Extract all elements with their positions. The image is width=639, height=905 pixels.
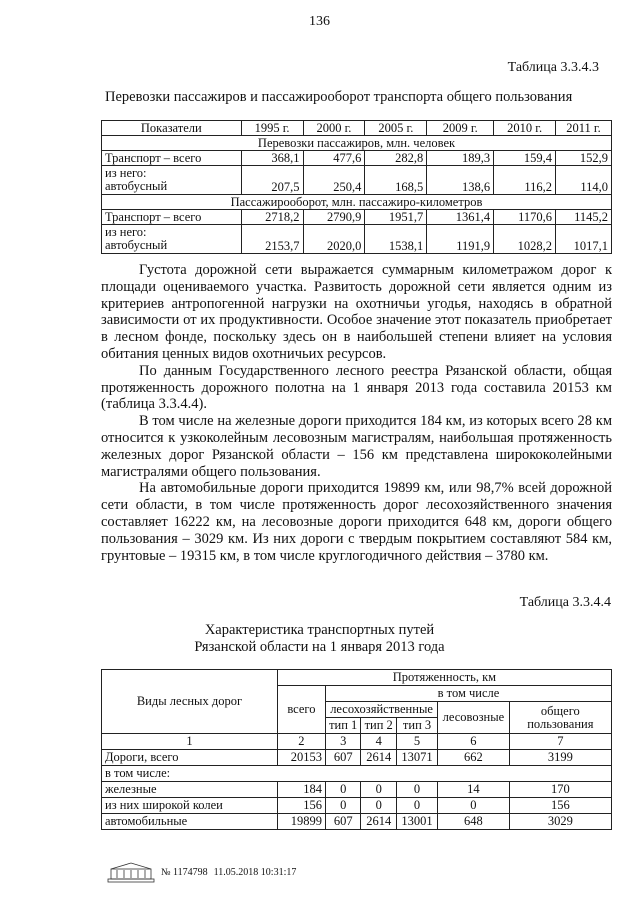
- header-cell: лесовозные: [438, 702, 510, 734]
- cell: 13001: [396, 814, 437, 830]
- table-header-row: [102, 670, 612, 686]
- cell: 2153,7: [241, 225, 303, 254]
- cell: 2718,2: [241, 210, 303, 225]
- table-header-row: [102, 121, 612, 136]
- header-cell: в том числе: [325, 686, 611, 702]
- column-number-row: [102, 734, 612, 750]
- row-label: Транспорт – всего: [102, 151, 242, 166]
- building-emblem-icon: [107, 861, 155, 883]
- row-label: в том числе:: [102, 766, 612, 782]
- cell: 0: [396, 782, 437, 798]
- section-row: [102, 136, 612, 151]
- row-label: железные: [102, 782, 278, 798]
- section-row: [102, 195, 612, 210]
- row-label: из них широкой колеи: [102, 798, 278, 814]
- row-label-prefix: из него:: [105, 225, 147, 239]
- header-cell: тип 3: [396, 718, 437, 734]
- row-label: [102, 225, 242, 254]
- cell: 1538,1: [365, 225, 427, 254]
- header-cell: Виды лесных дорог: [102, 670, 278, 734]
- cell: 3029: [509, 814, 611, 830]
- column-number: 6: [438, 734, 510, 750]
- cell: 250,4: [303, 166, 365, 195]
- row-label: Транспорт – всего: [102, 210, 242, 225]
- table-row: [102, 750, 612, 766]
- table-row: [102, 798, 612, 814]
- section-title: Пассажирооборот, млн. пассажиро-километров: [102, 195, 612, 210]
- cell: 0: [325, 798, 361, 814]
- table-row: [102, 151, 612, 166]
- table-label: Таблица 3.3.4.4: [519, 595, 611, 610]
- header-cell: Показатели: [102, 121, 242, 136]
- paragraph: В том числе на железные дороги приходится 184 км, из которых всего 28 км относится к узкоколейным лесовозным магистралям, наибольшая протяженность железных дорог Рязанской области – 156 км представлена ширококолейными магистралями общего пользования.: [101, 413, 612, 480]
- cell: 138,6: [427, 166, 494, 195]
- cell: 1145,2: [556, 210, 612, 225]
- header-cell: 2010 г.: [494, 121, 556, 136]
- page-number: 136: [309, 14, 330, 29]
- header-cell: 1995 г.: [241, 121, 303, 136]
- table-row: [102, 225, 612, 254]
- table-row: [102, 210, 612, 225]
- header-cell: лесохозяйственные: [325, 702, 437, 718]
- cell: 477,6: [303, 151, 365, 166]
- body-text: [101, 262, 612, 564]
- paragraph: Густота дорожной сети выражается суммарным километражом дорог к площади оцениваемого участка. Развитость дорожной сети является одним из критериев антропогенной нагрузки на охотничьи угодья, находясь в обратной зависимости от их продуктивности. Особое значение этот показатель приобретает в лесном фонде, поскольку здесь он в наибольшей степени влияет на условия обитания ценных видов охотничьих ресурсов.: [101, 262, 612, 362]
- row-label-main: автобусный: [105, 179, 168, 193]
- cell: 662: [438, 750, 510, 766]
- header-cell: 2011 г.: [556, 121, 612, 136]
- table-row: [102, 766, 612, 782]
- cell: 0: [325, 782, 361, 798]
- transport-routes-table: [101, 669, 612, 830]
- cell: 114,0: [556, 166, 612, 195]
- cell: 0: [438, 798, 510, 814]
- table-title: [0, 622, 639, 656]
- cell: 1028,2: [494, 225, 556, 254]
- header-cell: 2000 г.: [303, 121, 365, 136]
- cell: 116,2: [494, 166, 556, 195]
- cell: 156: [277, 798, 325, 814]
- column-number: 7: [509, 734, 611, 750]
- table-row: [102, 782, 612, 798]
- header-cell: 2009 г.: [427, 121, 494, 136]
- header-cell: тип 2: [361, 718, 397, 734]
- cell: 2614: [361, 750, 397, 766]
- cell: 607: [325, 750, 361, 766]
- cell: 170: [509, 782, 611, 798]
- table-title-line: Рязанской области на 1 января 2013 года: [194, 639, 445, 655]
- cell: 648: [438, 814, 510, 830]
- cell: 0: [396, 798, 437, 814]
- header-cell: Протяженность, км: [277, 670, 611, 686]
- cell: 152,9: [556, 151, 612, 166]
- cell: 282,8: [365, 151, 427, 166]
- row-label: [102, 166, 242, 195]
- header-cell: 2005 г.: [365, 121, 427, 136]
- cell: 19899: [277, 814, 325, 830]
- table-label: Таблица 3.3.4.3: [507, 60, 599, 75]
- cell: 3199: [509, 750, 611, 766]
- cell: 2790,9: [303, 210, 365, 225]
- cell: 189,3: [427, 151, 494, 166]
- column-number: 3: [325, 734, 361, 750]
- cell: 1017,1: [556, 225, 612, 254]
- passenger-transport-table: [101, 120, 612, 254]
- column-number: 2: [277, 734, 325, 750]
- row-label-prefix: из него:: [105, 166, 147, 180]
- cell: 1170,6: [494, 210, 556, 225]
- paragraph: По данным Государственного лесного реестра Рязанской области, общая протяженность дорожного полотна на 1 января 2013 года составила 20153 км (таблица 3.3.4.4).: [101, 362, 612, 413]
- document-footer: [107, 861, 296, 883]
- cell: 168,5: [365, 166, 427, 195]
- table-title: Перевозки пассажиров и пассажирооборот транспорта общего пользования: [105, 89, 573, 105]
- cell: 1951,7: [365, 210, 427, 225]
- cell: 2020,0: [303, 225, 365, 254]
- cell: 368,1: [241, 151, 303, 166]
- cell: 20153: [277, 750, 325, 766]
- document-timestamp: 11.05.2018 10:31:17: [213, 866, 297, 878]
- cell: 2614: [361, 814, 397, 830]
- cell: 156: [509, 798, 611, 814]
- section-title: Перевозки пассажиров, млн. человек: [102, 136, 612, 151]
- header-cell: всего: [277, 686, 325, 734]
- cell: 607: [325, 814, 361, 830]
- cell: 13071: [396, 750, 437, 766]
- row-label-main: автобусный: [105, 238, 168, 252]
- paragraph: На автомобильные дороги приходится 19899 км, или 98,7% всей дорожной сети области, в том числе протяженность дорог лесохозяйственного значения составляет 16222 км, на лесовозные дороги приходится 648 км, дороги общего пользования – 3029 км. Из них дороги с твердым покрытием составляют 584 км, грунтовые – 19315 км, в том числе круглогодичного действия – 3780 км.: [101, 480, 612, 564]
- header-cell: тип 1: [325, 718, 361, 734]
- table-row: [102, 814, 612, 830]
- column-number: 4: [361, 734, 397, 750]
- cell: 14: [438, 782, 510, 798]
- header-cell: общего пользования: [509, 702, 611, 734]
- table-row: [102, 166, 612, 195]
- cell: 184: [277, 782, 325, 798]
- table-title-line: Характеристика транспортных путей: [204, 622, 435, 638]
- cell: 207,5: [241, 166, 303, 195]
- cell: 0: [361, 798, 397, 814]
- row-label: Дороги, всего: [102, 750, 278, 766]
- column-number: 5: [396, 734, 437, 750]
- cell: 159,4: [494, 151, 556, 166]
- document-number: № 1174798: [161, 866, 208, 878]
- cell: 0: [361, 782, 397, 798]
- column-number: 1: [102, 734, 278, 750]
- cell: 1361,4: [427, 210, 494, 225]
- row-label: автомобильные: [102, 814, 278, 830]
- cell: 1191,9: [427, 225, 494, 254]
